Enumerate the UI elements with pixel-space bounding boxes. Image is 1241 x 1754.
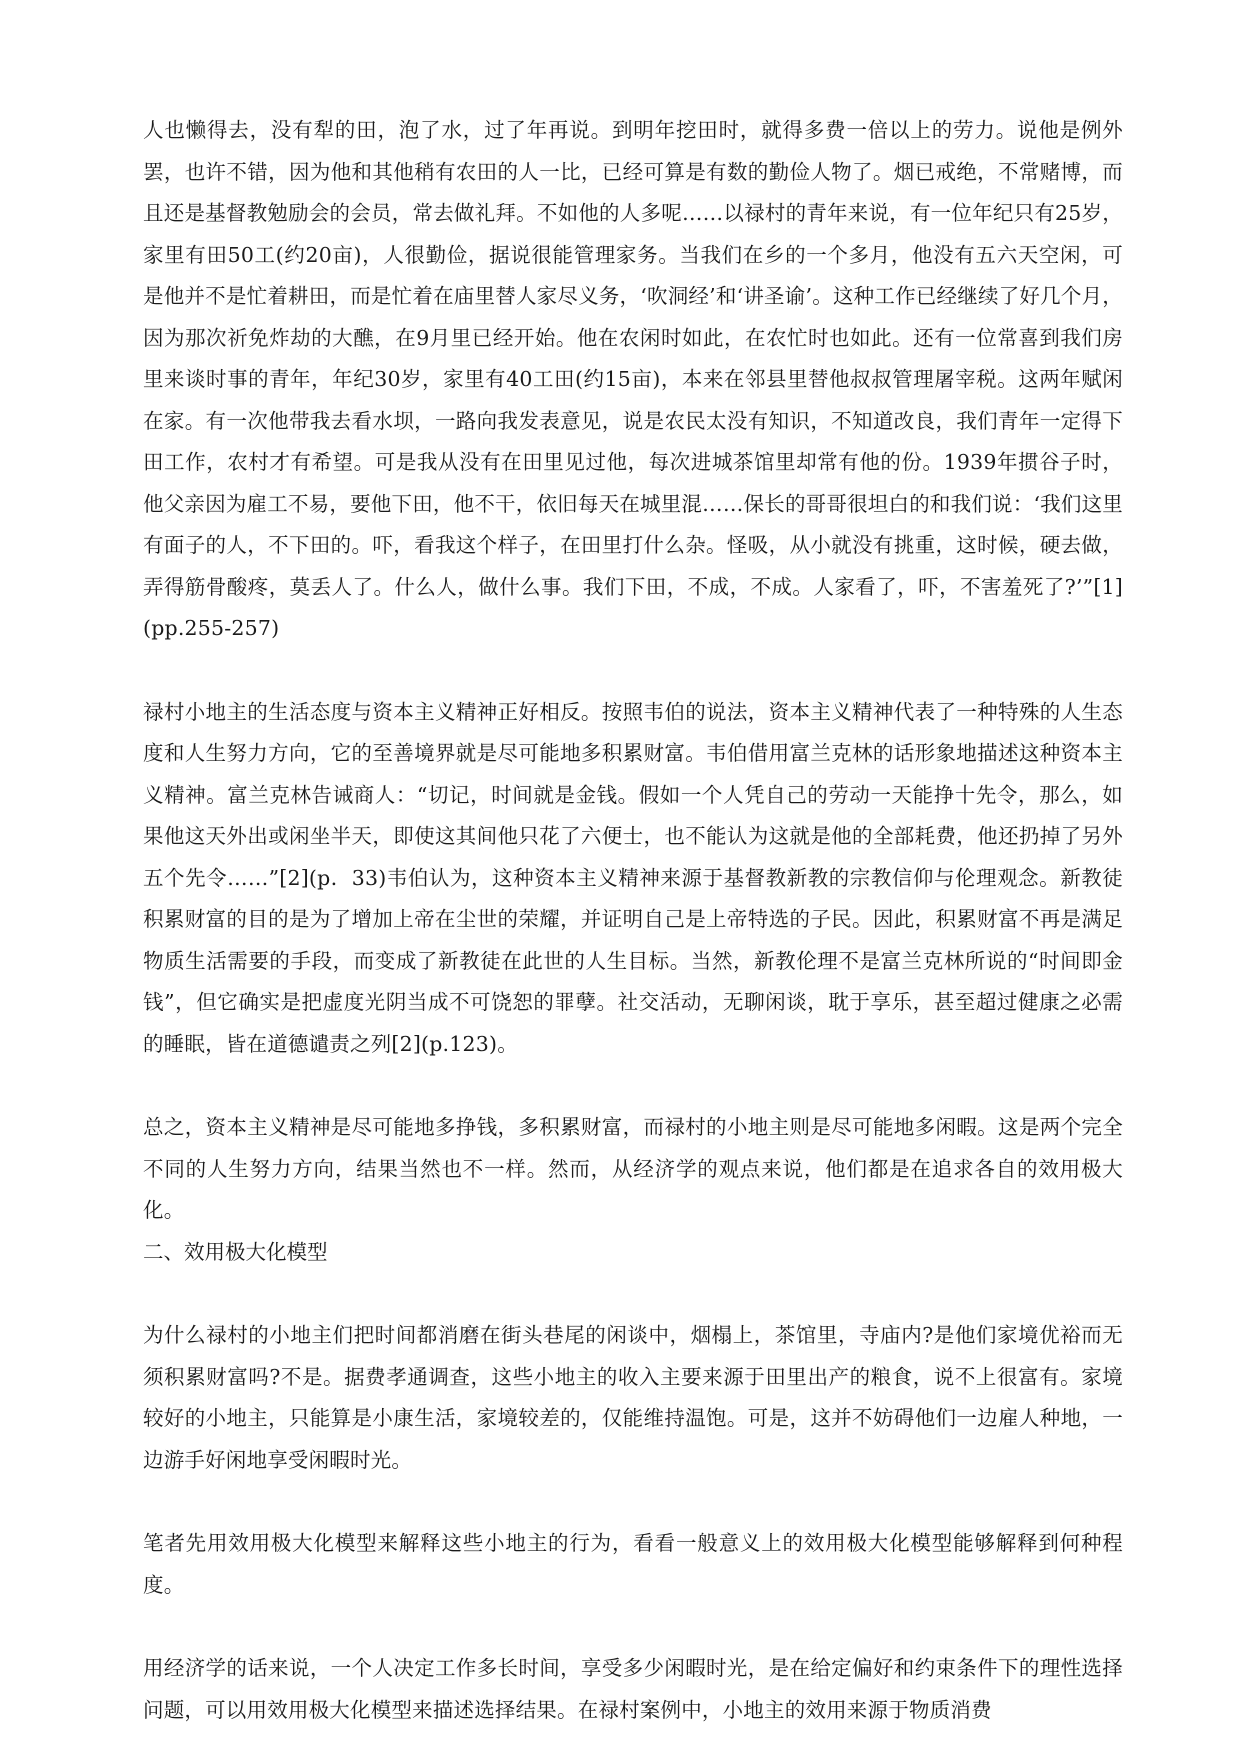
paragraph-gap [143,1273,1123,1315]
paragraph-economics: 用经济学的话来说，一个人决定工作多长时间，享受多少闲暇时光，是在给定偏好和约束条件下的理性选择问题，可以用效用极大化模型来描述选择结果。在禄村案例中，小地主的效用来源于物质消费 [143,1656,1123,1722]
document-body [143,110,1123,1731]
paragraph-capitalist-spirit: 禄村小地主的生活态度与资本主义精神正好相反。按照韦伯的说法，资本主义精神代表了一种特殊的人生态度和人生努力方向，它的至善境界就是尽可能地多积累财富。韦伯借用富兰克林的话形象地描述这种资本主义精神。富兰克林告诫商人：“切记，时间就是金钱。假如一个人凭自己的劳动一天能挣十先令，那么，如果他这天外出或闲坐半天，即使这其间他只花了六便士，也不能认为这就是他的全部耗费，他还扔掉了另外五个先令……”[2](p．33)韦伯认为，这种资本主义精神来源于基督教新教的宗教信仰与伦理观念。新教徒积累财富的目的是为了增加上帝在尘世的荣耀，并证明自己是上帝特选的子民。因此，积累财富不再是满足物质生活需要的手段，而变成了新教徒在此世的人生目标。当然，新教伦理不是富兰克林所说的“时间即金钱”，但它确实是把虚度光阴当成不可饶恕的罪孽。社交活动，无聊闲谈，耽于享乐，甚至超过健康之必需的睡眠，皆在道德谴责之列[2](p.123)。 [143,699,1123,1056]
section-heading: 二、效用极大化模型 [143,1239,328,1264]
paragraph-gap [143,1481,1123,1523]
paragraph-why-leisure: 为什么禄村的小地主们把时间都消磨在街头巷尾的闲谈中，烟榻上，茶馆里，寺庙内?是他们家境优裕而无须积累财富吗?不是。据费孝通调查，这些小地主的收入主要来源于田里出产的粮食，说不上很富有。家境较好的小地主，只能算是小康生活，家境较差的，仅能维持温饱。可是，这并不妨碍他们一边雇人种地，一边游手好闲地享受闲暇时光。 [143,1323,1123,1472]
paragraph-gap [143,1065,1123,1107]
paragraph-model-intro: 笔者先用效用极大化模型来解释这些小地主的行为，看看一般意义上的效用极大化模型能够解释到何种程度。 [143,1531,1123,1597]
paragraph-summary: 总之，资本主义精神是尽可能地多挣钱，多积累财富，而禄村的小地主则是尽可能地多闲暇。这是两个完全不同的人生努力方向，结果当然也不一样。然而，从经济学的观点来说，他们都是在追求各自的效用极大化。 [143,1115,1123,1222]
paragraph-quote-lucun: 人也懒得去，没有犁的田，泡了水，过了年再说。到明年挖田时，就得多费一倍以上的劳力。说他是例外罢，也许不错，因为他和其他稍有农田的人一比，已经可算是有数的勤俭人物了。烟已戒绝，不常赌博，而且还是基督教勉励会的会员，常去做礼拜。不如他的人多呢……以禄村的青年来说，有一位年纪只有25岁，家里有田50工(约20亩)，人很勤俭，据说很能管理家务。当我们在乡的一个多月，他没有五六天空闲，可是他并不是忙着耕田，而是忙着在庙里替人家尽义务，‘吹洞经’和‘讲圣谕’。这种工作已经继续了好几个月，因为那次祈免炸劫的大醮，在9月里已经开始。他在农闲时如此，在农忙时也如此。还有一位常喜到我们房里来谈时事的青年，年纪30岁，家里有40工田(约15亩)，本来在邻县里替他叔叔管理屠宰税。这两年赋闲在家。有一次他带我去看水坝，一路向我发表意见，说是农民太没有知识，不知道改良，我们青年一定得下田工作，农村才有希望。可是我从没有在田里见过他，每次进城茶馆里却常有他的份。1939年掼谷子时，他父亲因为雇工不易，要他下田，他不干，依旧每天在城里混……保长的哥哥很坦白的和我们说：‘我们这里有面子的人，不下田的。吓，看我这个样子，在田里打什么杂。怪吸，从小就没有挑重，这时候，硬去做，弄得筋骨酸疼，莫丢人了。什么人，做什么事。我们下田，不成，不成。人家看了，吓，不害羞死了?’”[1](pp.255-257) [143,118,1123,640]
paragraph-gap [143,1606,1123,1648]
paragraph-gap [143,650,1123,692]
